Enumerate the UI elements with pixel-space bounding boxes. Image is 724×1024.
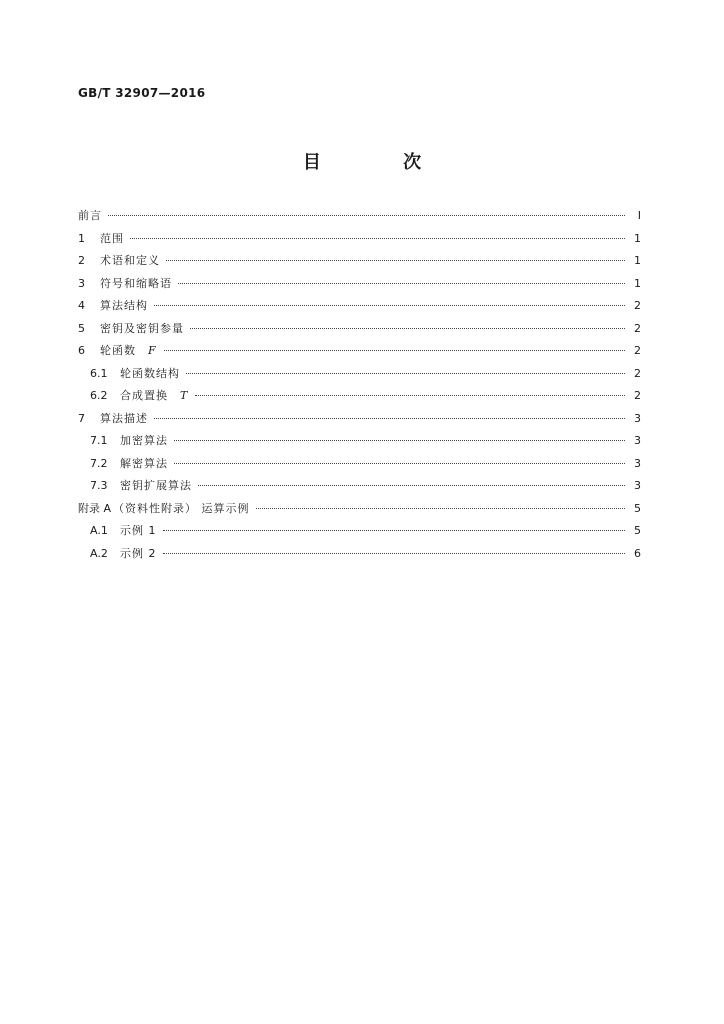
- toc-entry-title: （资料性附录） 运算示例: [113, 501, 250, 515]
- toc-entry-number: 2: [78, 254, 85, 267]
- toc-entry-appendix-a[interactable]: [78, 500, 641, 523]
- dot-leader: [154, 301, 625, 306]
- toc-entry-5[interactable]: [78, 320, 641, 343]
- toc-entry-number: 6.2: [90, 389, 108, 402]
- toc-entry-6-2[interactable]: [78, 387, 641, 410]
- dot-leader: [174, 436, 625, 441]
- toc-entry-title: 术语和定义: [100, 254, 160, 267]
- toc-entry-number: 6.1: [90, 366, 108, 380]
- document-number: GB/T 32907—2016: [78, 86, 206, 100]
- toc-entry-number: 3: [78, 276, 85, 290]
- toc-entry-title: 示例 2: [120, 546, 157, 560]
- toc-entry-7-1[interactable]: [78, 432, 641, 455]
- toc-entry-6[interactable]: [78, 342, 641, 365]
- dot-leader: [198, 481, 625, 486]
- dot-leader: [166, 256, 625, 261]
- toc-entry-number: A.2: [90, 546, 108, 560]
- toc-page-number: 5: [634, 524, 641, 537]
- toc-entry-number: 7.3: [90, 479, 108, 492]
- toc-entry-7[interactable]: [78, 410, 641, 433]
- toc-page-number: 1: [634, 254, 641, 267]
- toc-page-number: 3: [634, 434, 641, 447]
- toc-entry-title: 符号和缩略语: [100, 276, 172, 290]
- toc-entry-1[interactable]: [78, 230, 641, 253]
- toc-page-number: 1: [634, 276, 641, 290]
- dot-leader: [108, 211, 625, 216]
- toc-entry-3[interactable]: [78, 275, 641, 298]
- dot-leader: [154, 414, 625, 419]
- toc-page-number: 2: [634, 299, 641, 312]
- toc-entry-symbol: T: [180, 389, 188, 402]
- toc-entry-number: A.1: [90, 524, 108, 537]
- dot-leader: [163, 526, 626, 531]
- toc-page-number: 1: [634, 231, 641, 245]
- toc-entry-a-1[interactable]: [78, 522, 641, 545]
- toc-page-number: 2: [634, 366, 641, 380]
- dot-leader: [256, 504, 625, 509]
- toc-page-number: I: [637, 209, 641, 222]
- toc-entry-7-3[interactable]: [78, 477, 641, 500]
- toc-entry-title: 前言: [78, 209, 102, 222]
- table-of-contents: [78, 207, 641, 567]
- toc-page-number: 3: [634, 411, 641, 425]
- toc-entry-number: 6: [78, 344, 85, 357]
- toc-page-number: 3: [634, 479, 641, 492]
- toc-entry-6-1[interactable]: [78, 365, 641, 388]
- toc-entry-title: 解密算法: [120, 456, 168, 470]
- toc-entry-number: 7: [78, 411, 85, 425]
- toc-entry-title: 密钥及密钥参量: [100, 321, 184, 335]
- toc-entry-title: 算法描述: [100, 411, 148, 425]
- dot-leader: [164, 346, 625, 351]
- toc-page-number: 2: [634, 389, 641, 402]
- dot-leader: [190, 324, 625, 329]
- toc-entry-number: 附录 A: [78, 501, 112, 515]
- dot-leader: [178, 279, 625, 284]
- dot-leader: [186, 369, 625, 374]
- page-title: 目 次: [302, 152, 460, 173]
- toc-page-number: 3: [634, 456, 641, 470]
- toc-page-number: 2: [634, 321, 641, 335]
- toc-entry-title: 示例 1: [120, 524, 157, 537]
- toc-page-number: 2: [634, 344, 641, 357]
- toc-entry-foreword[interactable]: [78, 207, 641, 230]
- toc-entry-title: 范围: [100, 231, 124, 245]
- toc-entry-number: 1: [78, 231, 85, 245]
- toc-entry-number: 7.2: [90, 456, 108, 470]
- dot-leader: [195, 391, 625, 396]
- toc-entry-number: 4: [78, 299, 85, 312]
- toc-entry-title: 合成置换: [120, 389, 168, 402]
- toc-entry-number: 7.1: [90, 434, 108, 447]
- toc-entry-symbol: F: [148, 344, 156, 357]
- toc-entry-4[interactable]: [78, 297, 641, 320]
- dot-leader: [130, 234, 625, 239]
- dot-leader: [174, 459, 625, 464]
- toc-page-number: 6: [634, 546, 641, 560]
- toc-entry-title: 密钥扩展算法: [120, 479, 192, 492]
- toc-entry-title: 轮函数: [100, 344, 136, 357]
- toc-page-number: 5: [634, 501, 641, 515]
- toc-entry-title: 轮函数结构: [120, 366, 180, 380]
- toc-entry-7-2[interactable]: [78, 455, 641, 478]
- toc-entry-2[interactable]: [78, 252, 641, 275]
- dot-leader: [163, 549, 626, 554]
- toc-entry-title: 加密算法: [120, 434, 168, 447]
- toc-entry-title: 算法结构: [100, 299, 148, 312]
- toc-entry-number: 5: [78, 321, 85, 335]
- toc-entry-a-2[interactable]: [78, 545, 641, 568]
